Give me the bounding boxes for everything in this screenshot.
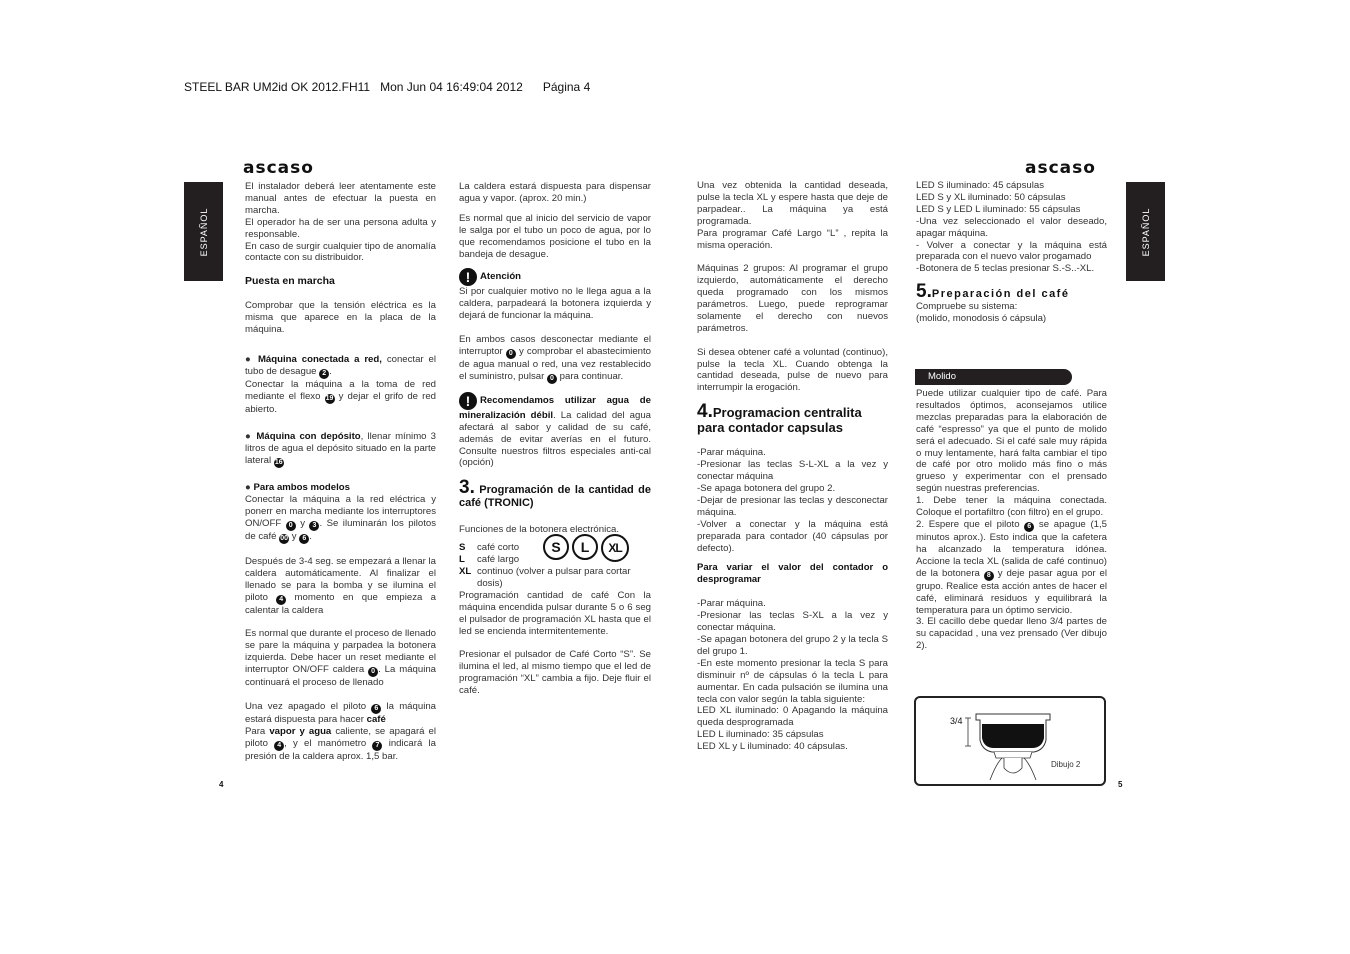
warning-heading (459, 268, 651, 286)
paragraph: ● Máquina conectada a red, conectar el tubo de desague 2 . Conectar la máquina a la toma de red mediante el flexo 19 y dejar el grifo de red abierto. (245, 353, 436, 415)
text: Preparación del café (931, 288, 1070, 301)
column-4-body (916, 388, 1107, 652)
paragraph: Máquinas 2 grupos: Al programar el grupo izquierdo, automáticamente el derecho queda programado con los mismos parámetros. Luego, puede reprogramar solamente el derecho con nuevos parámetros. (697, 263, 888, 334)
key-label: L (459, 554, 465, 566)
subsection-heading: Para variar el valor del contador o desprogramar (697, 562, 888, 586)
ascaso-logo-right: ascaso (1025, 158, 1096, 178)
list-item: LED XL y L iluminado: 40 cápsulas. (697, 741, 848, 753)
text: Conectar la máquina a la toma de red mediante el flexo (245, 378, 436, 402)
text: caliente, se apagará el piloto (245, 725, 436, 749)
section-heading (697, 401, 888, 436)
callout-number: 4 (276, 595, 286, 605)
paragraph: Funciones de la botonera electrónica. (459, 524, 619, 536)
list-item: -Una vez seleccionado el valor deseado, apagar máquina. (916, 215, 1107, 239)
paragraph: Puede utilizar cualquier tipo de café. Para resultados óptimos, aconsejamos utilice mezclas preparadas para la elaboración de café “espresso” ya que el punto de molido será el adecuado. Si el café sale muy rápida o muy lentamente, hará falta cambiar el tipo de café por otro molido más fino o más grueso y experimentar con el prensado según nuestras preferencias. (916, 388, 1107, 495)
section-number: 4. (697, 401, 713, 423)
text: Una vez apagado el piloto (245, 700, 372, 712)
bold-text: Máquina con depósito (256, 431, 361, 443)
list-item: -Parar máquina. (697, 447, 766, 459)
figure-caption: Dibujo 2 (1051, 760, 1081, 769)
text: 2. Espere que el piloto (916, 518, 1025, 530)
callout-number: 0 (368, 667, 378, 677)
text: Es normal que durante el proceso de llenado se pare la máquina y parpadea la botonera izquierda. Debe hacer un reset mediante el interruptor ON/OFF caldera (245, 628, 436, 676)
s-button-icon: S (543, 534, 569, 560)
text: y dejar el grifo de red abierto. (245, 390, 436, 415)
paragraph: Si por cualquier motivo no le llega agua a la caldera, parpadeará la botonera izquierda y dejará de funcionar la máquina. (459, 286, 651, 322)
paragraph: Si desea obtener café a voluntad (continuo), pulse la tecla XL. Cuando obtenga la cantidad deseada, pulse de nuevo para interrumpir la erogación. (697, 346, 888, 394)
language-tab-label: ESPAÑOL (198, 207, 209, 256)
callout-number: 6 (1024, 522, 1034, 532)
callout-number: 7 (372, 741, 382, 751)
list-item: LED S iluminado: 45 cápsulas (916, 180, 1044, 191)
text: momento en que empieza a calentar la caldera (245, 591, 436, 616)
text: En ambos casos desconectar mediante el interruptor (459, 334, 651, 357)
paragraph: Una vez obtenida la cantidad deseada, pulse la tecla XL y espere hasta que deje de parpadear.. La máquina ya está programada. (697, 180, 888, 227)
list-item: -Presionar las teclas S-XL a la vez y conectar máquina. (697, 610, 888, 634)
text: café largo (477, 554, 520, 566)
paragraph: La caldera estará dispuesta para dispensar agua y vapor. (aprox. 20 min.) (459, 181, 651, 204)
list-item: LED L iluminado: 35 cápsulas (697, 729, 824, 741)
figure-dibujo-2 (914, 696, 1106, 786)
paragraph: 3. El cacillo debe quedar lleno 3/4 partes de su capacidad , una vez prensado (Ver dibujo 2). (916, 616, 1107, 652)
text: y comprobar el abastecimiento de agua manual o red, una vez restablecido el suministro, pulsar (459, 345, 652, 382)
section-number: 5. (916, 281, 932, 303)
language-tab-label: ESPAÑOL (1140, 207, 1151, 256)
paragraph (916, 519, 1107, 616)
list-item: LED XL iluminado: 0 Apagando la máquina queda desprogramada (697, 705, 888, 729)
paragraph: ● Máquina con depósito, llenar mínimo 3 litros de agua el depósito situado en la parte lateral 16 (245, 431, 436, 467)
text: . La calidad del agua afectará al sabor y calidad de su café, además de evitar averías en el futuro. Consulte nuestros filtros especiales anti-cal (opción) (459, 409, 652, 469)
callout-number: 0 (547, 374, 557, 384)
section-number: 3. (459, 477, 475, 499)
xl-button-icon: XL (601, 534, 629, 562)
text: se apague (1,5 minutos aprox.). Esto indica que la cafetera ha alcanzado la temperatura idónea. Accione la tecla XL (salida de café continuo) de la botonera (916, 518, 1107, 579)
language-tab-right (1126, 182, 1165, 281)
section-heading (459, 477, 651, 510)
text: indicará la presión de la caldera aprox. 1,5 bar. (245, 737, 436, 762)
key-list (459, 539, 651, 590)
list-item: -Se apagan botonera del grupo 2 y la tecla S del grupo 1. (697, 633, 888, 657)
bold-text: Recomendamos utilizar agua de mineralización débil (459, 394, 651, 421)
text: Después de 3-4 seg. se empezará a llenar la caldera automáticamente. Al finalizar el llenado se para la bomba y se ilumina el piloto (245, 555, 436, 603)
bold-text: Atención (480, 271, 522, 283)
text: conectar el tubo de desague (245, 353, 436, 377)
print-header: STEEL BAR UM2id OK 2012.FH11 Mon Jun 04 16:49:04 2012 Página 4 (184, 80, 591, 94)
text: Programación de la cantidad de café (TRONIC) (459, 484, 651, 510)
section-heading: Puesta en marcha (245, 275, 335, 288)
list-item: -Dejar de presionar las teclas y desconectar máquina. (697, 494, 888, 518)
warning-icon: ! (459, 392, 477, 410)
callout-number: 3 (309, 521, 319, 531)
paragraph: ● Para ambos modelos Conectar la máquina a la red eléctrica y ponerr en marcha mediante los interruptores ON/OFF 0 y 3 . Se iluminarán los pilotos de café 00 y 6 . (245, 482, 436, 542)
section-heading (916, 281, 1107, 303)
text: para continuar. (556, 370, 624, 382)
list-item: -Volver a conectar y la máquina está preparada para contador (40 cápsulas por defecto). (697, 518, 888, 554)
portafilter-illustration (916, 698, 1104, 784)
list-item: -En este momento presionar la tecla S para disminuir nº de cápsulas ó la tecla L para aumentar. En cada pulsación se ilumina una tecla con valor según la tabla siguiente: (697, 657, 888, 705)
bold-text: vapor y agua (269, 725, 332, 737)
steps-list (697, 447, 888, 554)
callout-number: 19 (325, 394, 334, 402)
callout-number: 8 (984, 571, 994, 581)
text: Programacion centralita (712, 405, 862, 421)
key-row (459, 566, 651, 590)
paragraph: (molido, monodosis ó cápsula) (916, 313, 1047, 325)
text: la máquina estará dispuesta para hacer (245, 700, 436, 725)
callout-number: 00 (280, 534, 289, 542)
warning-icon: ! (459, 268, 477, 286)
text: . Se iluminarán los pilotos de café (245, 517, 436, 542)
key-label: S (459, 542, 466, 554)
text: Conectar la máquina a la red eléctrica y ponerr en marcha mediante los interruptores ON/OFF (245, 494, 436, 529)
page-number-left: 4 (219, 780, 224, 789)
text: continuo (volver a pulsar para cortar dosis) (477, 566, 631, 590)
bold-text: Para ambos modelos (253, 482, 350, 494)
bold-text: Máquina conectada a red, (257, 353, 382, 365)
page-number-right: 5 (1118, 780, 1123, 789)
paragraph: Presionar el pulsador de Café Corto “S”. Se ilumina el led, al mismo tiempo que el led de programación “XL” cambia a fijo. Deje fluir el café. (459, 649, 651, 697)
paragraph: 1. Debe tener la máquina conectada. Coloque el portafiltro (con filtro) en el grupo. (916, 495, 1107, 519)
column-4 (916, 180, 1107, 337)
callout-number: 4 (274, 741, 284, 751)
list-item: -Presionar las teclas S-L-XL a la vez y conectar máquina (697, 459, 888, 483)
paragraph: Es normal que al inicio del servicio de vapor le salga por el tubo un poco de agua, por lo que recomendamos posicione el tubo en la bandeja de desague. (459, 212, 651, 260)
column-3 (697, 180, 888, 753)
list-item: -Parar máquina. (697, 598, 766, 610)
text: para contador capsulas (697, 420, 843, 436)
paragraph (245, 556, 436, 617)
text: y deje pasar agua por el grupo. Realice esta acción antes de hacer el café, eliminará residuos y equilibrará la temperatura para un óptimo servicio. (916, 567, 1107, 616)
paragraph: Para programar Café Largo “L” , repita la misma operación. (697, 227, 888, 251)
text: , llenar mínimo 3 litros de agua el depósito situado en la parte lateral (245, 431, 436, 467)
key-label: XL (459, 566, 472, 578)
callout-number: 6 (371, 704, 381, 714)
text: . La máquina continuará el proceso de llenado (245, 664, 436, 689)
callout-number: 0 (506, 349, 516, 359)
paragraph: Comprobar que la tensión eléctrica es la misma que aparece en la placa de la máquina. (245, 300, 436, 336)
paragraph (245, 628, 436, 689)
paragraph (459, 392, 651, 470)
paragraph: El operador ha de ser una persona adulta y responsable. (245, 216, 436, 240)
paragraph (459, 334, 651, 384)
fraction-label: 3/4 (950, 716, 963, 726)
button-icons (543, 534, 629, 562)
text: Para (245, 725, 270, 737)
column-1 (245, 181, 436, 763)
language-tab-left (184, 182, 223, 281)
callout-number: 16 (274, 459, 283, 467)
column-2 (459, 181, 651, 697)
callout-number: 6 (299, 534, 309, 544)
callout-number: 0 (286, 521, 296, 531)
list-item: -Se apaga botonera del grupo 2. (697, 483, 836, 494)
text: y (289, 530, 300, 542)
steps-list (697, 598, 888, 753)
paragraph: En caso de surgir cualquier tipo de anomalía contacte con su distribuidor. (245, 240, 436, 264)
text: , y el manómetro (284, 737, 373, 749)
list-item: LED S y XL iluminado: 50 cápsulas (916, 191, 1066, 203)
list-item: -Botonera de 5 teclas presionar S.-S..-XL. (916, 263, 1095, 275)
l-button-icon: L (572, 534, 598, 560)
paragraph: Compruebe su sistema: (916, 301, 1018, 313)
paragraph: Programación cantidad de café Con la máquina encendida pulsar durante 5 o 6 seg el pulsador de programación XL hasta que el led se encienda intermitentemente. (459, 589, 651, 637)
bold-text: café (366, 713, 386, 725)
paragraph (245, 701, 436, 763)
text: y (295, 517, 310, 529)
callout-number: 2 (319, 369, 329, 379)
text: café corto (477, 542, 520, 554)
molido-label: Molido (915, 369, 1072, 385)
ascaso-logo-left: ascaso (243, 158, 314, 178)
list-item: - Volver a conectar y la máquina está preparada con el nuevo valor progamado (916, 239, 1107, 263)
paragraph: El instalador deberá leer atentamente este manual antes de efectuar la puesta en marcha. (245, 181, 436, 216)
list-item: LED S y LED L iluminado: 55 cápsulas (916, 203, 1081, 215)
